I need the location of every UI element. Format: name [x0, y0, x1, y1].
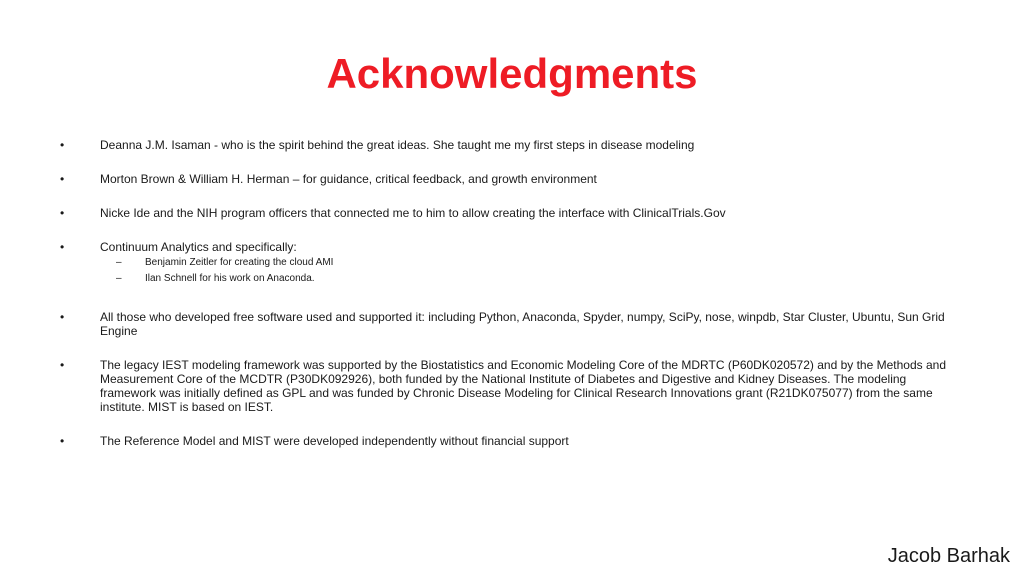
sub-list-item-text: Benjamin Zeitler for creating the cloud AMI [145, 257, 334, 268]
list-item [56, 310, 956, 338]
sub-list-item-text: Ilan Schnell for his work on Anaconda. [145, 273, 315, 284]
bullet-list [56, 138, 956, 448]
sub-list-item [100, 272, 956, 286]
list-item-text: Continuum Analytics and specifically: [100, 240, 297, 254]
list-item-text: The Reference Model and MIST were developed independently without financial support [100, 434, 569, 448]
bullet-icon: • [60, 358, 65, 372]
list-item [56, 206, 956, 220]
dash-icon: – [116, 273, 122, 284]
bullet-icon: • [60, 310, 65, 324]
author-name: Jacob Barhak [887, 545, 1010, 567]
bullet-icon: • [60, 434, 65, 448]
list-item [56, 434, 956, 448]
bullet-icon: • [60, 240, 65, 254]
page-title: Acknowledgments [326, 50, 698, 97]
sub-list-item [100, 256, 956, 270]
list-item [56, 172, 956, 186]
list-item-text: All those who developed free software used and supported it: including Python, Anaconda, Spyder, numpy, SciPy, nose, winpdb, Star Cluster, Ubuntu, Sun Grid Engine [100, 310, 945, 338]
list-item [56, 138, 956, 152]
dash-icon: – [116, 257, 122, 268]
list-item-text: Nicke Ide and the NIH program officers that connected me to him to allow creating the interface with ClinicalTrials.Gov [100, 206, 726, 220]
bullet-icon: • [60, 206, 65, 220]
bullet-icon: • [60, 138, 65, 152]
list-item [56, 240, 956, 286]
list-item [56, 358, 956, 414]
list-item-text: Deanna J.M. Isaman - who is the spirit behind the great ideas. She taught me my first steps in disease modeling [100, 138, 695, 152]
list-item-text: Morton Brown & William H. Herman – for guidance, critical feedback, and growth environment [100, 172, 597, 186]
list-item-text: The legacy IEST modeling framework was supported by the Biostatistics and Economic Modeling Core of the MDRTC (P60DK020572) and by the Methods and Measurement Core of the MCDTR (P30DK092926), both funded by the National Institute of Diabetes and Digestive and Kidney Diseases. The modeling framework was initially defined as GPL and was funded by Chronic Disease Modeling for Clinical Research Innovations grant (R21DK075077) from the same institute. MIST is based on IEST. [100, 358, 946, 414]
bullet-icon: • [60, 172, 65, 186]
